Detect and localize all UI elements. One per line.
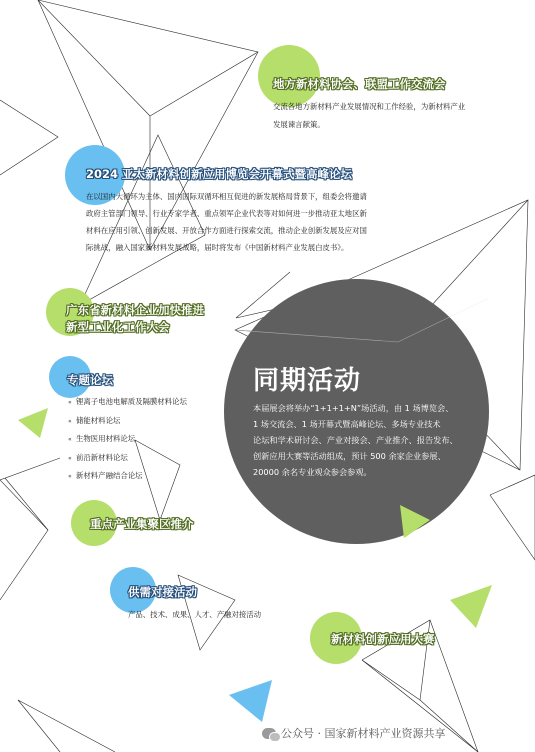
- concurrent-events-title: 同期活动: [253, 366, 362, 396]
- association-desc-line2: 发展谏言献策。: [273, 120, 325, 129]
- expo-desc-line1: 在以国内大循环为主体、国内国际双循环相互促进的新发展格局背景下，组委会将邀请: [86, 192, 367, 201]
- concurrent-desc-line4: 创新应用大赛等活动组成，预计 500 余家企业参展、: [253, 451, 446, 461]
- double-chevron-icon: «: [68, 454, 72, 462]
- double-chevron-icon: «: [68, 436, 72, 443]
- expo-desc-line4: 际挑战，融入国家新材料发展战略，届时将发布《中国新材料产业发展白皮书》。: [86, 243, 349, 252]
- guangdong-title-line2: 新型工业化工作大会: [66, 320, 170, 334]
- list-item: « 前沿新材料论坛: [68, 451, 187, 470]
- industry-cluster-title: 重点产业集聚区推介: [90, 517, 194, 531]
- concurrent-desc-line5: 20000 余名专业观众参会参观。: [253, 467, 372, 477]
- guangdong-title-line1: 广东省新材料企业加快推进: [66, 303, 204, 317]
- list-item: « 新材料产融结合论坛: [68, 469, 187, 488]
- list-item: « 锂离子电池电解质及隔膜材料论坛: [68, 395, 187, 414]
- supply-demand-title: 供需对接活动: [128, 585, 197, 599]
- association-title: 地方新材料协会、联盟工作交流会: [273, 77, 446, 91]
- association-desc-line1: 交流各地方新材料产业发展情况和工作经验，为新材料产业: [273, 102, 466, 111]
- expo-summit-title: 2024 亚太新材料创新应用博览会开幕式暨高峰论坛: [86, 167, 353, 181]
- special-forums-title: 专题论坛: [67, 373, 113, 387]
- forum-list: [68, 395, 187, 488]
- concurrent-desc-line1: 本届展会将举办“1+1+1+N”场活动，由 1 场博览会、: [253, 403, 454, 413]
- concurrent-events-desc: [253, 400, 481, 480]
- wechat-watermark: [262, 725, 446, 741]
- double-chevron-icon: «: [68, 399, 72, 406]
- wechat-icon: [262, 728, 276, 739]
- expo-desc-line2: 政府主管部门领导、行业专家学者、重点领军企业代表等对如何进一步推动亚太地区新: [86, 209, 367, 218]
- concurrent-desc-line2: 1 场交流会、1 场开幕式暨高峰论坛、多场专业技术: [253, 419, 441, 429]
- list-item: « 储能材料论坛: [68, 414, 187, 433]
- concurrent-desc-line3: 论坛和学术研讨会、产业对接会、产业推介、报告发布、: [253, 435, 458, 445]
- watermark-text: 公众号 · 国家新材料产业资源共享: [281, 727, 446, 740]
- innovation-contest-title: 新材料创新应用大赛: [331, 632, 435, 646]
- expo-desc-line3: 材料在应用引领、创新发展、开放合作方面进行探索交流，推动企业创新发展及应对国: [86, 226, 367, 235]
- double-chevron-icon: «: [68, 417, 72, 425]
- supply-demand-desc: 产品、技术、成果、人才、产融对接活动: [128, 610, 262, 619]
- list-item: « 生物医用材料论坛: [68, 432, 187, 451]
- double-chevron-icon: «: [68, 473, 72, 480]
